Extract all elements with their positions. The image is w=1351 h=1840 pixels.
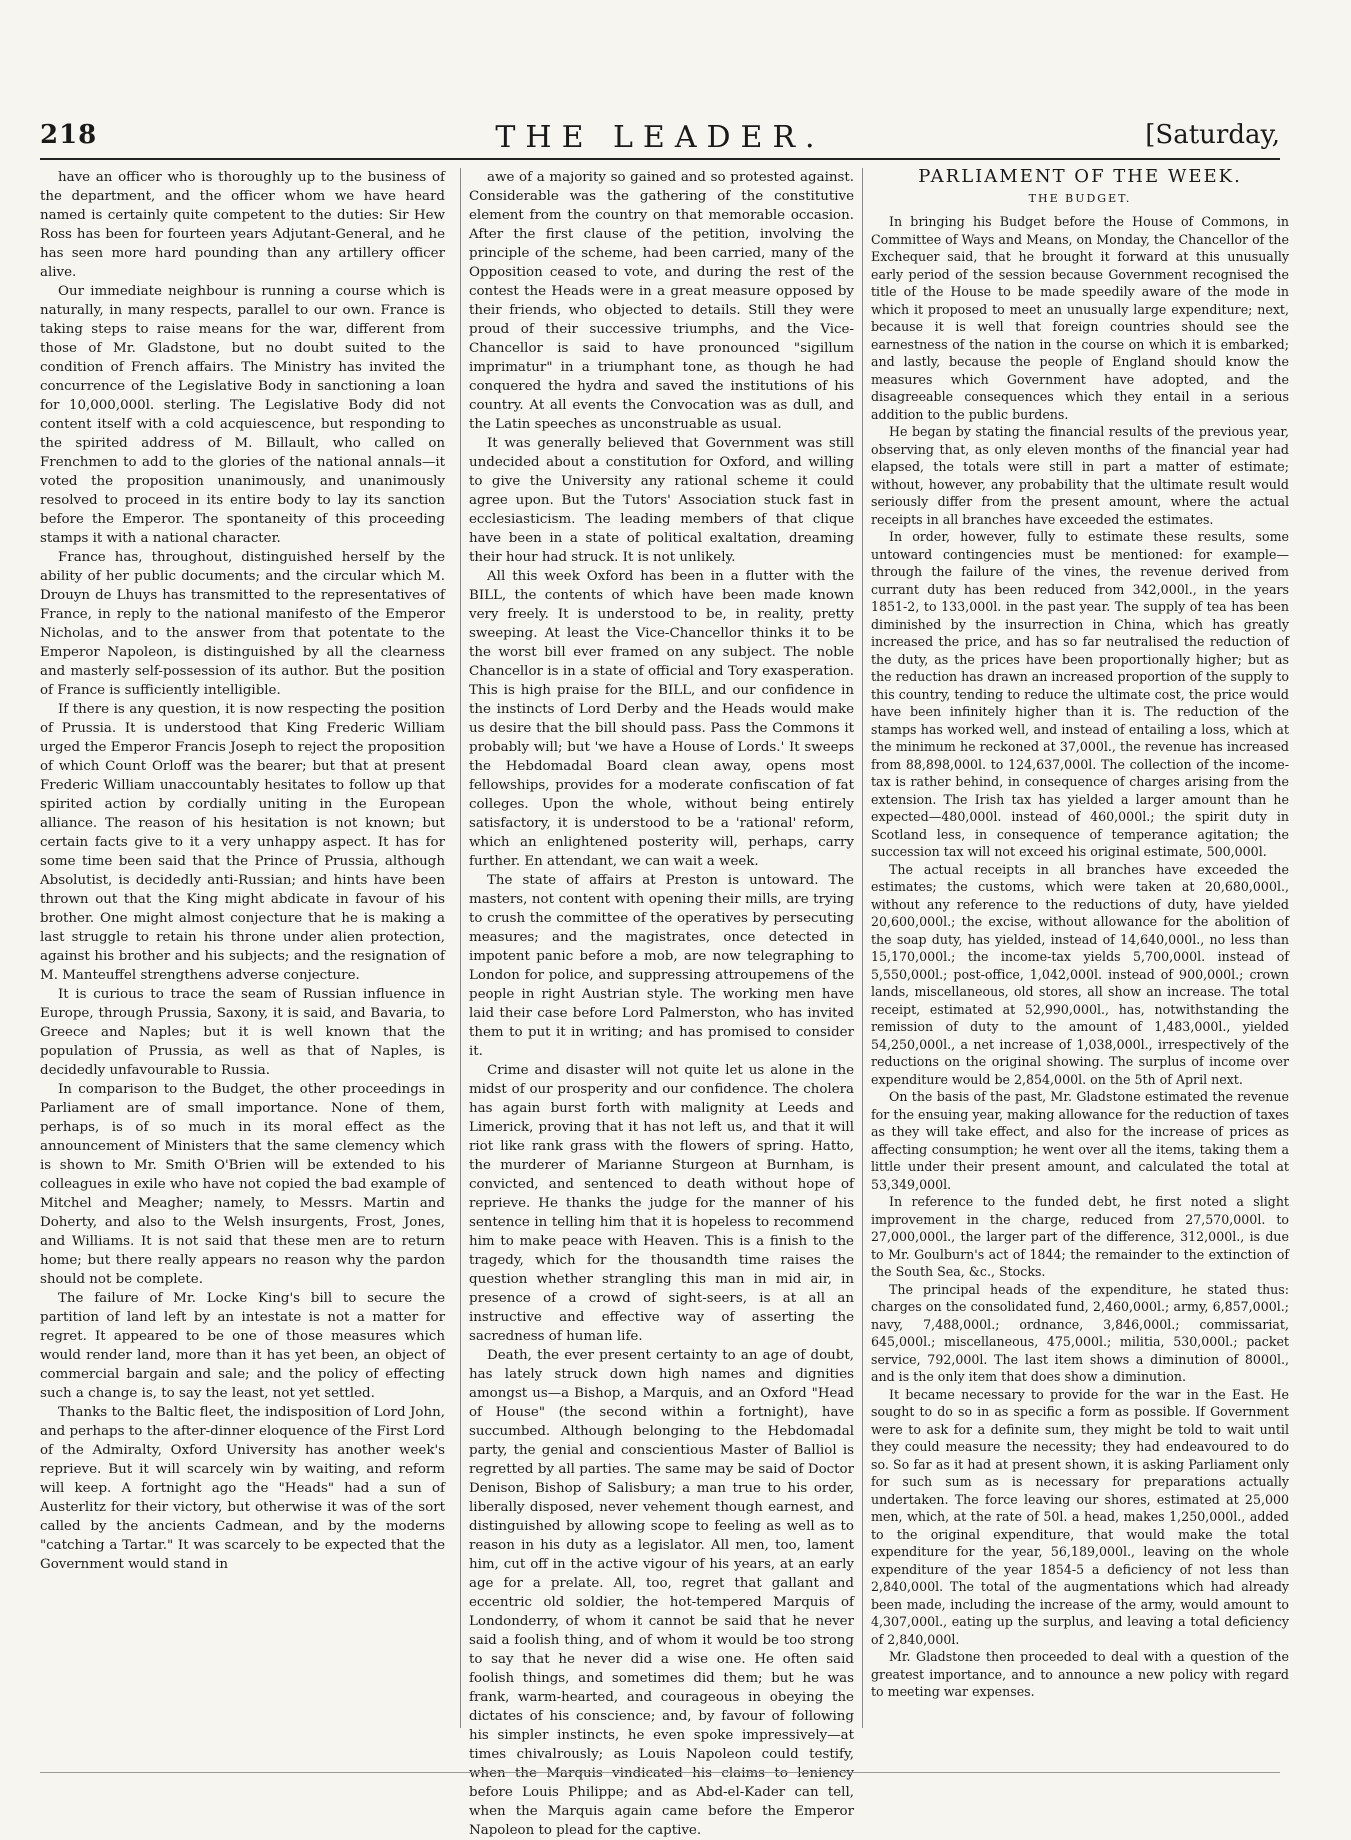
paragraph: On the basis of the past, Mr. Gladstone estimated the revenue for the ensuing year, making allowance for the reduction of taxes as they will take effect, and also for the increase of prices as affecting consumption; he went over all the items, taking them a little under their present amount, and calculated the total at 53,349,000l.	[871, 1089, 1289, 1192]
paragraph: It is curious to trace the seam of Russian influence in Europe, through Prussia, Saxony, it is said, and Bavaria, to Greece and Naples; but it is well known that the population of Prussia, as well as that of Naples, is decidedly unfavourable to Russia.	[40, 987, 445, 1078]
masthead	[40, 118, 1280, 160]
paragraph: have an officer who is thoroughly up to the business of the department, and the officer whom we have heard named is certainly quite competent to the duties: Sir Hew Ross has been for fourteen years Adjutant-General, and he has seen more hard pounding than any artillery officer alive.	[40, 170, 445, 280]
paragraph: In order, however, fully to estimate these results, some untoward contingencies must be mentioned: for example—through the failure of the vines, the revenue derived from currant duty has been reduced from 342,000l., in the years 1851-2, to 133,000l. in the past year. The supply of tea has been diminished by the insurrection in China, which has greatly increased the price, and has so far neutralised the reduction of the duty, as the prices have been proportionally higher; but as the reduction has drawn an increased proportion of the supply to this country, tending to reduce the ultimate cost, the price would have been infinitely higher than it is. The reduction of the stamps has worked well, and instead of entailing a loss, which at the minimum he reckoned at 37,000l., the revenue has increased from 88,898,000l. to 124,637,000l. The collection of the income-tax is rather behind, in consequence of charges arising from the extension. The Irish tax has yielded a larger amount than he expected—480,000l. instead of 460,000l.; the spirit duty in Scotland less, in consequence of temperance agitation; the succession tax will not exceed his original estimate, 500,000l.	[871, 529, 1289, 859]
column-left	[40, 168, 445, 1728]
paragraph: In comparison to the Budget, the other proceedings in Parliament are of small importance. None of them, perhaps, is of so much in its moral effect as the announcement of Ministers that the same clemency which is shown to Mr. Smith O'Brien will be extended to his colleagues in exile who have not copied the bad example of Mitchel and Meagher; namely, to Messrs. Martin and Doherty, and also to the Welsh insurgents, Frost, Jones, and Williams. It is not said that these men are to return home; but there really appears no reason why the pardon should not be complete.	[40, 1082, 445, 1287]
issue-day: [Saturday,	[1145, 120, 1280, 150]
paragraph: It was generally believed that Government was still undecided about a constitution for Oxford, and willing to give the University any rational scheme it could agree upon. But the Tutors' Association stuck fast in ecclesiasticism. The leading members of that clique have been in a state of political exaltation, dreaming their hour had struck. It is not unlikely.	[469, 436, 854, 565]
paragraph: All this week Oxford has been in a flutter with the BILL, the contents of which have been made known very freely. It is understood to be, in reality, pretty sweeping. At least the Vice-Chancellor thinks it to be the worst bill ever framed on any subject. The noble Chancellor is in a state of official and Tory exasperation. This is high praise for the BILL, and our confidence in the instincts of Lord Derby and the Heads would make us desire that the bill should pass. Pass the Commons it probably will; but 'we have a House of Lords.' It sweeps the Hebdomadal Board clean away, opens most fellowships, provides for a moderate confiscation of fat colleges. Upon the whole, without being entirely satisfactory, it is understood to be a 'rational' reform, which an enlightened posterity will, perhaps, carry further. En attendant, we can wait a week.	[469, 569, 854, 869]
paragraph: If there is any question, it is now respecting the position of Prussia. It is understood that King Frederic William urged the Emperor Francis Joseph to reject the proposition of which Count Orloff was the bearer; but that at present Frederic William unaccountably hesitates to follow up that spirited action by cordially uniting in the European alliance. The reason of his hesitation is not known; but certain facts give to it a very unhappy aspect. It has for some time been said that the Prince of Prussia, although Absolutist, is decidedly anti-Russian; and hints have been thrown out that the King might abdicate in favour of his brother. One might almost conjecture that he is making a last struggle to retain his throne under alien protection, against his brother and his subjects; and the resignation of M. Manteuffel strengthens adverse conjecture.	[40, 702, 445, 983]
column-right	[862, 168, 1289, 1728]
paragraph: The failure of Mr. Locke King's bill to secure the partition of land left by an intestate is not a matter for regret. It appeared to be one of those measures which would render land, more than it has yet been, an object of commercial bargain and sale; and the policy of effecting such a change is, to say the least, not yet settled.	[40, 1291, 445, 1401]
paragraph: Mr. Gladstone then proceeded to deal with a question of the greatest importance, and to announce a new policy with regard to meeting war expenses.	[871, 1649, 1289, 1699]
section-subtitle: THE BUDGET.	[1028, 191, 1132, 205]
paragraph: Our immediate neighbour is running a course which is naturally, in many respects, parallel to our own. France is taking steps to raise means for the war, different from those of Mr. Gladstone, but no doubt suited to the condition of French affairs. The Ministry has invited the concurrence of the Legislative Body in sanctioning a loan for 10,000,000l. sterling. The Legislative Body did not content itself with a cold acquiescence, but responding to the spirited address of M. Billault, who called on Frenchmen to add to the glories of the national annals—it voted the proposition unanimously, and unanimously resolved to proceed in its entire body to lay its sanction before the Emperor. The spontaneity of this proceeding stamps it with a national character.	[40, 284, 445, 546]
footer-rule	[40, 1772, 1280, 1773]
paragraph: In reference to the funded debt, he first noted a slight improvement in the charge, reduced from 27,570,000l. to 27,000,000l., the larger part of the difference, 312,000l., is due to Mr. Goulburn's act of 1844; the remainder to the extinction of the South Sea, &c., Stocks.	[871, 1194, 1289, 1279]
paragraph: It became necessary to provide for the war in the East. He sought to do so in as specific a form as possible. If Government were to ask for a definite sum, they might be told to wait until they could measure the necessity; they had endeavoured to do so. So far as it had at present shown, it is asking Parliament only for such sum as is necessary for preparations actually undertaken. The force leaving our shores, estimated at 25,000 men, which, at the rate of 50l. a head, makes 1,250,000l., added to the original expenditure, that would make the total expenditure for the year, 56,189,000l., leaving on the whole expenditure of the year 1854-5 a deficiency of not less than 2,840,000l. The total of the augmentations which had already been made, including the increase of the army, would amount to 4,307,000l., eating up the surplus, and leaving a total deficiency of 2,840,000l.	[871, 1386, 1289, 1647]
paragraph: He began by stating the financial results of the previous year, observing that, as only eleven months of the financial year had elapsed, the totals were still in part a matter of estimate; without, however, any probability that the ultimate result would seriously differ from the present amount, where the actual receipts in all branches have exceeded the estimates.	[871, 424, 1289, 527]
paragraph: The principal heads of the expenditure, he stated thus: charges on the consolidated fund, 2,460,000l.; army, 6,857,000l.; navy, 7,488,000l.; ordnance, 3,846,000l.; commissariat, 645,000l.; miscellaneous, 475,000l.; militia, 530,000l.; packet service, 792,000l. The last item shows a diminution of 8000l., and is the only item that does show a diminution.	[871, 1281, 1289, 1384]
paragraph: Crime and disaster will not quite let us alone in the midst of our prosperity and our confidence. The cholera has again burst forth with malignity at Leeds and Limerick, proving that it has not left us, and that it will riot like rank grass with the flowers of spring. Hatto, the murderer of Marianne Sturgeon at Burnham, is convicted, and sentenced to death without hope of reprieve. He thanks the judge for the manner of his sentence in telling him that it is hopeless to recommend him to make peace with Heaven. This is a finish to the tragedy, which for the thousandth time raises the question whether strangling this man in mid air, in presence of a crowd of sight-seers, is at all an instructive and effective way of asserting the sacredness of human life.	[469, 1063, 854, 1344]
section-title: PARLIAMENT OF THE WEEK.	[918, 166, 1242, 187]
paragraph: The state of affairs at Preston is untoward. The masters, not content with opening their mills, are trying to crush the committee of the operatives by persecuting measures; and the magistrates, once detected in impotent panic before a mob, are now telegraphing to London for police, and suppressing attroupemens of the people in right Austrian style. The working men have laid their case before Lord Palmerston, who has invited them to put it in writing; and has promised to consider it.	[469, 873, 854, 1059]
column-middle	[460, 168, 854, 1838]
paragraph: Thanks to the Baltic fleet, the indisposition of Lord John, and perhaps to the after-dinner eloquence of the First Lord of the Admiralty, Oxford University has another week's reprieve. But it will scarcely win by waiting, and reform will keep. A fortnight ago the "Heads" had a sun of Austerlitz for their victory, but otherwise it was of the sort called by the ancients Cadmean, and by the moderns "catching a Tartar." It was scarcely to be expected that the Government would stand in	[40, 1405, 445, 1572]
newspaper-title: THE LEADER.	[495, 120, 825, 155]
paragraph: The actual receipts in all branches have exceeded the estimates; the customs, which were taken at 20,680,000l., without any reference to the reductions of duty, have yielded 20,600,000l.; the excise, without allowance for the abolition of the soap duty, has yielded, instead of 14,640,000l., no less than 15,170,000l.; the income-tax yields 5,700,000l. instead of 5,550,000l.; post-office, 1,042,000l. instead of 900,000l.; crown lands, miscellaneous, old stores, all show an increase. The total receipt, estimated at 52,990,000l., has, notwithstanding the remission of duty to the amount of 1,483,000l., yielded 54,250,000l., a net increase of 1,038,000l., irrespectively of the reductions on the original showing. The surplus of income over expenditure would be 2,854,000l. on the 5th of April next.	[871, 861, 1289, 1087]
page-number: 218	[40, 120, 98, 150]
paragraph: awe of a majority so gained and so protested against. Considerable was the gathering of the constitutive element from the country on that memorable occasion. After the first clause of the petition, involving the principle of the scheme, had been carried, many of the Opposition ceased to vote, and during the rest of the contest the Heads were in a great measure opposed by their friends, who objected to details. Still they were proud of their successive triumphs, and the Vice-Chancellor is said to have pronounced "sigillum imprimatur" in a triumphant tone, as though he had conquered the hydra and saved the institutions of his country. At all events the Convocation was as dull, and the Latin speeches as unconstruable as usual.	[469, 170, 854, 432]
paragraph: In bringing his Budget before the House of Commons, in Committee of Ways and Means, on Monday, the Chancellor of the Exchequer said, that he brought it forward at this unusually early period of the session because Government recognised the title of the House to be made speedily aware of the mode in which it proposed to meet an unusually large expenditure; next, because it is well that foreign countries should see the earnestness of the nation in the course on which it is embarked; and lastly, because the people of England should know the measures which Government have adopted, and the disagreeable consequences which they entail in a serious addition to the public burdens.	[871, 214, 1289, 422]
paragraph: Death, the ever present certainty to an age of doubt, has lately struck down high names and dignities amongst us—a Bishop, a Marquis, and an Oxford "Head of House" (the second within a fortnight), have succumbed. Although belonging to the Hebdomadal party, the genial and conscientious Master of Balliol is regretted by all parties. The same may be said of Doctor Denison, Bishop of Salisbury; a man true to his order, liberally disposed, never vehement though earnest, and distinguished by allowing scope to feeling as well as to reason in his duty as a legislator. All men, too, lament him, cut off in the active vigour of his years, at an early age for a prelate. All, too, regret that gallant and eccentric old soldier, the hot-tempered Marquis of Londonderry, of whom it cannot be said that he never said a foolish thing, and of whom it would be too strong to say that he never did a wise one. He often said foolish things, and sometimes did them; but he was frank, warm-hearted, and courageous in obeying the dictates of his conscience; and, by favour of following his simpler instincts, he even spoke impressively—at times chivalrously; as Louis Napoleon could testify, when the Marquis vindicated his claims to leniency before Louis Philippe; and as Abd-el-Kader can tell, when the Marquis again came before the Emperor Napoleon to plead for the captive.	[469, 1348, 854, 1838]
paragraph: France has, throughout, distinguished herself by the ability of her public documents; and the circular which M. Drouyn de Lhuys has transmitted to the representatives of France, in reply to the national manifesto of the Emperor Nicholas, and to the answer from that potentate to the Emperor Napoleon, is distinguished by all the clearness and masterly self-possession of its author. But the position of France is sufficiently intelligible.	[40, 550, 445, 698]
